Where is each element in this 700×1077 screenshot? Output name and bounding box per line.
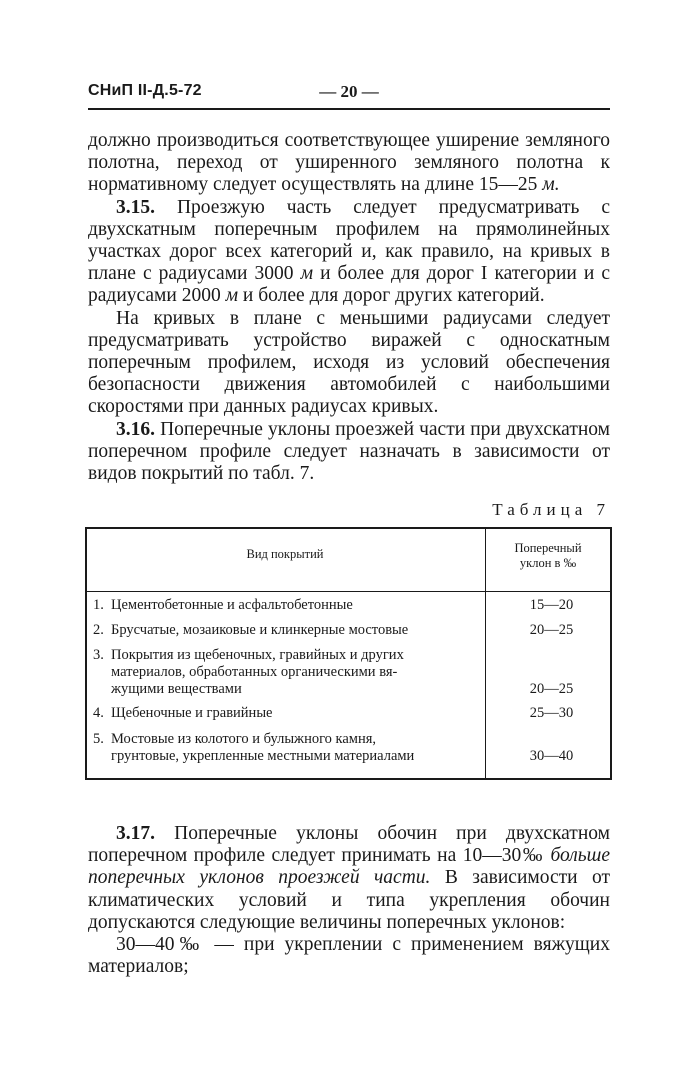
slope-table — [85, 527, 612, 780]
header-coverage-type: Вид покрытий — [246, 547, 324, 561]
slope-value: 30—40 — [529, 748, 574, 764]
page-header — [88, 82, 610, 108]
table-row: 3. Покрытия из щебеночных, гравийных и других материалов, обработанных органическими вя- жущими веществами — [93, 647, 404, 697]
header-cross-slope: Поперечный уклон в ‰ — [514, 541, 582, 570]
table-row: 4. Щебеночные и гравийные — [93, 705, 273, 721]
body-bottom — [88, 823, 610, 978]
body-top — [88, 130, 610, 485]
paragraph-3-16: 3.16. Поперечные уклоны проезжей части при двухскатном поперечном профиле следует назначать в зависимости от видов покрытий по табл. 7. — [88, 418, 610, 485]
paragraph-3-15-curves: На кривых в плане с меньшими радиусами следует предусматривать устройство виражей с односкатным поперечным профилем, исходя из условий обеспечения безопасности движения автомобилей с наибольшими скоростями при данных радиусах кривых. — [88, 307, 610, 418]
clause-number-3-15: 3.15. — [116, 196, 155, 218]
paragraph-3-15: 3.15. Проезжую часть следует предусматривать с двухскатным поперечным профилем на прямолинейных участках дорог всех категорий и, как правило, на кривых в плане с радиусами 3000 м и более для дорог I категории и с радиусами 2000 м и более для дорог других категорий. — [88, 196, 611, 307]
slope-value: 15—20 — [529, 597, 574, 613]
slope-value: 20—25 — [529, 681, 574, 697]
table-row: 5. Мостовые из колотого и булыжного камня, грунтовые, укрепленные местными материалами — [93, 731, 415, 764]
paragraph-3-17-bitumen: 30—40‰ — при укреплении с применением вяжущих материалов; — [88, 934, 610, 978]
clause-number-3-17: 3.17. — [116, 823, 155, 844]
paragraph-continuation: должно производиться соответствующее уширение земляного полотна, переход от уширенного земляного полотна к нормативному следует осуществлять на длине 15—25 м. — [88, 130, 610, 196]
table-row: 1. Цементобетонные и асфальтобетонные — [93, 597, 353, 613]
table-caption: Таблица 7 — [492, 500, 610, 519]
document-code: СНиП II-Д.5-72 — [88, 82, 202, 99]
page-number: — 20 — — [319, 82, 379, 101]
header-rule — [88, 108, 610, 110]
slope-value: 20—25 — [529, 622, 574, 638]
clause-number-3-16: 3.16. — [116, 418, 155, 440]
slope-value: 25—30 — [529, 705, 574, 721]
paragraph-3-17: 3.17. Поперечные уклоны обочин при двухскатном поперечном профиле следует принимать на 10—30‰ больше поперечных уклонов проезжей части. В зависимости от климатических условий и типа укрепления обочин допускаются следующие величины поперечных уклонов: — [88, 823, 611, 933]
table-row: 2. Брусчатые, мозаиковые и клинкерные мостовые — [93, 622, 409, 638]
